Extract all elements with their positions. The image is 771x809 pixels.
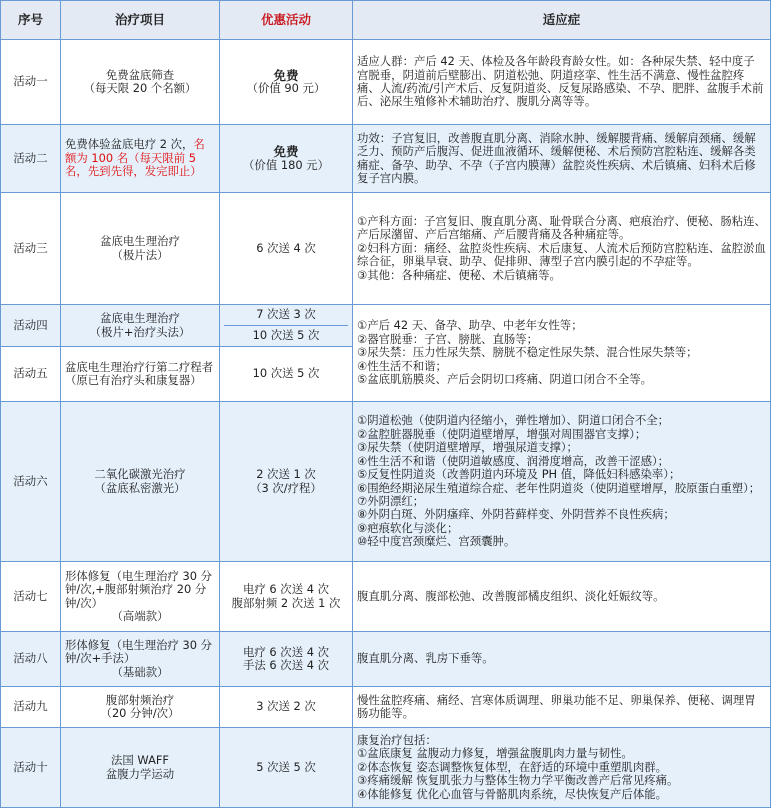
header-indication: 适应症: [353, 1, 771, 40]
treatment-cell: [61, 632, 220, 687]
indication-line: ⑤盆底肌筋膜炎、产后会阴切口疼痛、阴道口闭合不全等。: [357, 372, 652, 387]
indication-cell: [353, 193, 771, 305]
row-id: 活动三: [1, 193, 61, 305]
indication-line: ③其他：各种痛症、便秘、术后镇痛等。: [357, 267, 561, 282]
indication-line: ⑩轻中度宫颈糜烂、宫颈囊肿。: [357, 534, 516, 549]
indication-cell: 腹直肌分离、腹部松弛、改善腹部橘皮组织、淡化妊娠纹等。: [353, 562, 771, 632]
indication-line: ④体能修复 优化心血管与骨骼肌肉系统，尽快恢复产后体能。: [357, 786, 667, 801]
indication-cell: [353, 402, 771, 562]
treatment-line: 盆底电生理治疗: [100, 311, 180, 326]
indication-line: ②盆腔脏器脱垂（使阴道壁增厚，增强对周围器官支撑）；: [357, 426, 647, 441]
treatment-line: 免费盆底筛查: [105, 67, 175, 82]
offer-free: 免费: [273, 144, 299, 160]
offer-value: （价值 180 元）: [243, 157, 329, 172]
offer-course: （3 次/疗程）: [250, 480, 322, 495]
treatment-line: 盆腹力学运动: [105, 766, 175, 781]
table-row: [1, 305, 771, 347]
indication-line: 功效：子宫复旧，改善腹直肌分离、消除水肿、缓解腰背痛、缓解肩颈痛、缓解乏力、预防产后腹泻、促进血液循环、缓解便秘、术后预防宫腔粘连、缓解各类痛症、备孕、助孕、不孕（子宫内膜薄）盆腔炎性疾病、术后镇痛、妇科术后修复子宫内膜。: [357, 130, 756, 185]
indication-cell-shared: [353, 305, 771, 402]
treatment-line: 盆底电生理治疗: [100, 234, 180, 249]
indication-line: ①产后 42 天、备孕、助孕、中老年女性等；: [357, 318, 583, 333]
offer-line: 电疗 6 次送 4 次: [243, 644, 329, 659]
table-row: [1, 402, 771, 562]
offer-cell: 6 次送 4 次: [220, 193, 353, 305]
indication-line: ③尿失禁：压力性尿失禁、膀胱不稳定性尿失禁、混合性尿失禁等；: [357, 345, 698, 360]
offer-option: 7 次送 3 次: [256, 307, 316, 322]
row-id: 活动六: [1, 402, 61, 562]
header-row: [1, 1, 771, 40]
treatment-line: （极片法）: [111, 247, 169, 262]
treatment-line: （高端款）: [111, 608, 169, 623]
row-id: 活动二: [1, 125, 61, 193]
indication-cell: [353, 40, 771, 125]
treatment-cell: [61, 562, 220, 632]
indication-line: ①盆底康复 盆腹动力修复，增强盆腹肌肉力量与韧性。: [357, 746, 633, 761]
treatment-cell: [61, 193, 220, 305]
indication-line: ②体态恢复 姿态调整恢复体型，在舒适的环境中重塑肌肉群。: [357, 759, 667, 774]
offer-value: （价值 90 元）: [246, 81, 326, 95]
offer-cell: [220, 305, 353, 347]
offer-cell: 5 次送 5 次: [220, 728, 353, 808]
table-row: [1, 40, 771, 125]
treatment-line: 形体修复（电生理治疗 30 分钟/次+手法）: [65, 637, 213, 666]
treatment-cell: [61, 402, 220, 562]
row-id: 活动五: [1, 347, 61, 402]
indication-cell: [353, 728, 771, 808]
indication-line: ④性生活不和谐（使阴道敏感度、润滑度增高，改善干涩感）；: [357, 453, 670, 468]
offer-line: 电疗 6 次送 4 次: [243, 582, 329, 597]
treatment-line: 免费体验盆底电疗 2 次，: [65, 137, 194, 152]
header-index: 序号: [1, 1, 61, 40]
treatment-cell: [61, 687, 220, 728]
offer-line: 手法 6 次送 4 次: [243, 658, 329, 672]
treatment-line: 法国 WAFF: [111, 753, 169, 768]
offer-cell: 10 次送 5 次: [220, 347, 353, 402]
offer-option: 10 次送 5 次: [224, 325, 348, 346]
offer-value: 2 次送 1 次: [256, 467, 316, 482]
row-id: 活动十: [1, 728, 61, 808]
indication-line: ⑧外阴白斑、外阴瘙痒、外阴苔藓样变、外阴营养不良性疾病；: [357, 507, 675, 522]
indication-line: ⑥围绝经期泌尿生殖道综合症、老年性阴道炎（使阴道壁增厚，胶原蛋白重塑）；⑦外阴漂红；: [357, 480, 761, 508]
offer-cell: [220, 402, 353, 562]
indication-line: ①阴道松弛（使阴道内径缩小，弹性增加）、阴道口闭合不全；: [357, 413, 670, 428]
indication-line: ⑨疤痕软化与淡化；: [357, 520, 459, 535]
offer-free: 免费: [273, 67, 299, 83]
table-row: [1, 632, 771, 687]
table-row: [1, 562, 771, 632]
table-row: [1, 125, 771, 193]
row-id: 活动七: [1, 562, 61, 632]
indication-line: 适应人群：产后 42 天、体检及各年龄段育龄女性。如：各种尿失禁、轻中度子宫脱垂，阴道前后壁膨出、阴道松弛、阴道痉挛、性生活不满意、慢性盆腔疼痛、人流/药流/引产术后、反复阴道炎、反复尿路感染、不孕、肥胖、盆腹手术前后、泌尿生殖修补术辅助治疗、腹肌分离等等。: [357, 54, 764, 109]
treatment-line: 二氧化碳激光治疗: [94, 467, 186, 482]
indication-line: ①产科方面：子宫复旧、腹直肌分离、耻骨联合分离、疤痕治疗、便秘、肠粘连、产后尿潴留、产后宫缩痛、产后腰背痛及各种痛症等。: [357, 213, 766, 242]
indication-line: ②妇科方面：痛经、盆腔炎性疾病、术后康复、人流术后预防宫腔粘连、盆腔淤血综合征，卵巢早衰、助孕、促排卵、薄型子宫内膜引起的不孕症等。: [357, 240, 766, 269]
indication-line: ⑤反复性阴道炎（改善阴道内环境及 PH 值，降低妇科感染率）；: [357, 467, 681, 482]
treatment-cell: [61, 40, 220, 125]
indication-line: ④性生活不和谐；: [357, 358, 447, 373]
indication-line: ②器官脱垂：子宫、膀胱、直肠等；: [357, 331, 539, 346]
indication-line: ③疼痛缓解 恢复肌张力与整体生物力学平衡改善产后常见疼痛。: [357, 773, 679, 788]
row-id: 活动八: [1, 632, 61, 687]
indication-cell: 慢性盆腔疼痛、痛经、宫寒体质调理、卵巢功能不足、卵巢保养、便秘、调理胃肠功能等。: [353, 687, 771, 728]
indication-line: 康复治疗包括：: [357, 732, 437, 747]
treatment-cell: [61, 305, 220, 347]
offer-cell: 3 次送 2 次: [220, 687, 353, 728]
treatment-line: （极片+治疗头法）: [89, 324, 191, 339]
treatment-line: 腹部射频治疗: [105, 692, 175, 707]
row-id: 活动四: [1, 305, 61, 347]
indication-cell: [353, 125, 771, 193]
indication-cell: 腹直肌分离、乳房下垂等。: [353, 632, 771, 687]
row-id: 活动九: [1, 687, 61, 728]
row-id: 活动一: [1, 40, 61, 125]
treatment-cell: [61, 125, 220, 193]
treatment-cell: 盆底电生理治疗行第二疗程者（原已有治疗头和康复器）: [61, 347, 220, 402]
table-row: [1, 687, 771, 728]
quota-notice: 名额为 100 名（每天限前 5 名，先到先得，发完即止）: [65, 137, 205, 179]
table-row: [1, 728, 771, 808]
offer-cell: [220, 632, 353, 687]
offer-line: 腹部射频 2 次送 1 次: [231, 595, 341, 610]
treatment-line: （20 分钟/次）: [100, 706, 180, 720]
treatment-line: （每天限 20 个名额）: [83, 81, 197, 95]
treatment-cell: [61, 728, 220, 808]
table-row: [1, 193, 771, 305]
indication-line: ③尿失禁（使阴道壁增厚，增强尿道支撑）；: [357, 440, 578, 455]
header-offer: 优惠活动: [220, 1, 353, 40]
offer-cell: [220, 125, 353, 193]
offer-cell: [220, 40, 353, 125]
treatment-line: （基础款）: [111, 664, 169, 679]
offer-cell: [220, 562, 353, 632]
header-treatment: 治疗项目: [61, 1, 220, 40]
treatment-line: 形体修复（电生理治疗 30 分钟/次,+腹部射频治疗 20 分钟/次）: [65, 568, 213, 610]
treatment-line: （盆底私密激光）: [94, 480, 186, 495]
